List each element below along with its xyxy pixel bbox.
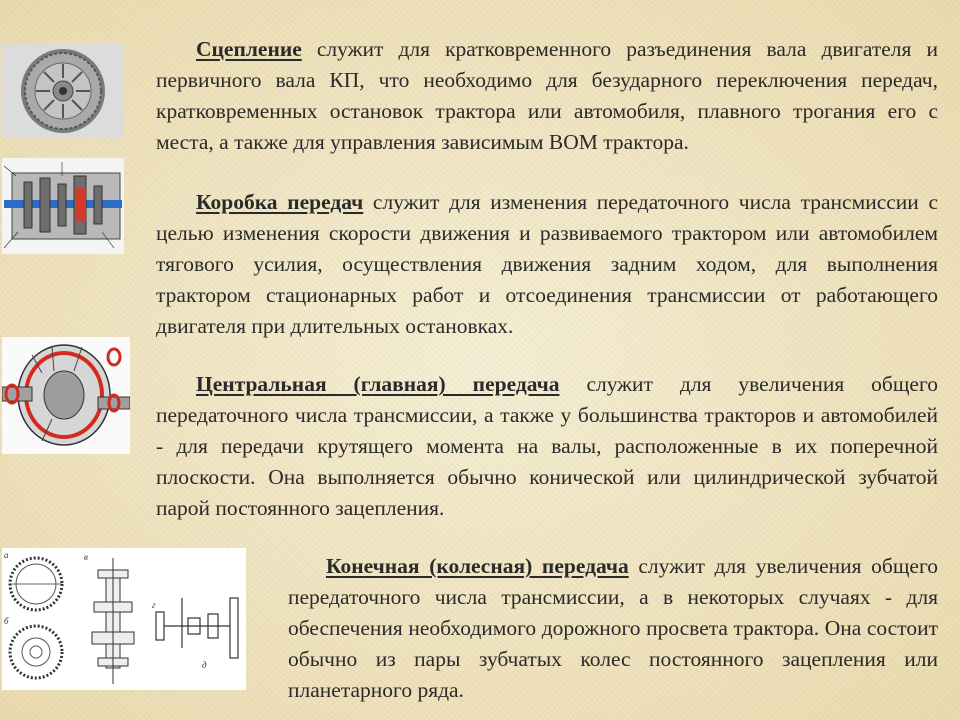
gearbox-image [2, 158, 124, 254]
final-drive-description: служит для увеличения общего передаточного числа трансмиссии, а в некоторых случаях - для обеспечения необходимого дорожного просвета трактора. Она состоит обычно из пары зубчатых колес постоянного зацепления или планетарного ряда. [288, 554, 939, 702]
main-drive-paragraph [156, 369, 938, 524]
main-drive-image [2, 337, 130, 454]
final-drive-image [2, 548, 246, 690]
main-drive-term: Центральная (главная) передача [196, 372, 560, 396]
main-drive-description: служит для увеличения общего передаточного числа трансмиссии, а также у большинства тракторов и автомобилей - для передачи крутящего момента на валы, расположенные в их поперечной плоскости. Она выполняется обычно конической или цилиндрической зубчатой парой постоянного зацепления. [156, 372, 939, 520]
gearbox-term: Коробка передач [196, 190, 364, 214]
clutch-image [2, 44, 124, 138]
final-drive-term: Конечная (колесная) передача [326, 554, 629, 578]
clutch-description: служит для кратковременного разъединения вала двигателя и первичного вала КП, что необходимо для безударного переключения передач, кратковременных остановок трактора или автомобиля, плавного трогания его с места, а также для управления зависимым ВОМ трактора. [156, 37, 939, 154]
gearbox-description: служит для изменения передаточного числа трансмиссии с целью изменения скорости движения и развиваемого трактором или автомобилем тягового усилия, осуществления движения задним ходом, для выполнения трактором стационарных работ и отсоединения трансмиссии от работающего двигателя при длительных остановках. [156, 190, 939, 338]
figure-label-b: б [4, 616, 9, 626]
figure-label-e: д [202, 660, 207, 670]
figure-label-c: в [84, 552, 88, 562]
figure-label-d: г [152, 600, 156, 610]
final-drive-paragraph [288, 551, 938, 706]
gearbox-paragraph [156, 187, 938, 342]
clutch-paragraph [156, 34, 938, 158]
figure-label-a: а [4, 550, 9, 560]
clutch-term: Сцепление [196, 37, 302, 61]
